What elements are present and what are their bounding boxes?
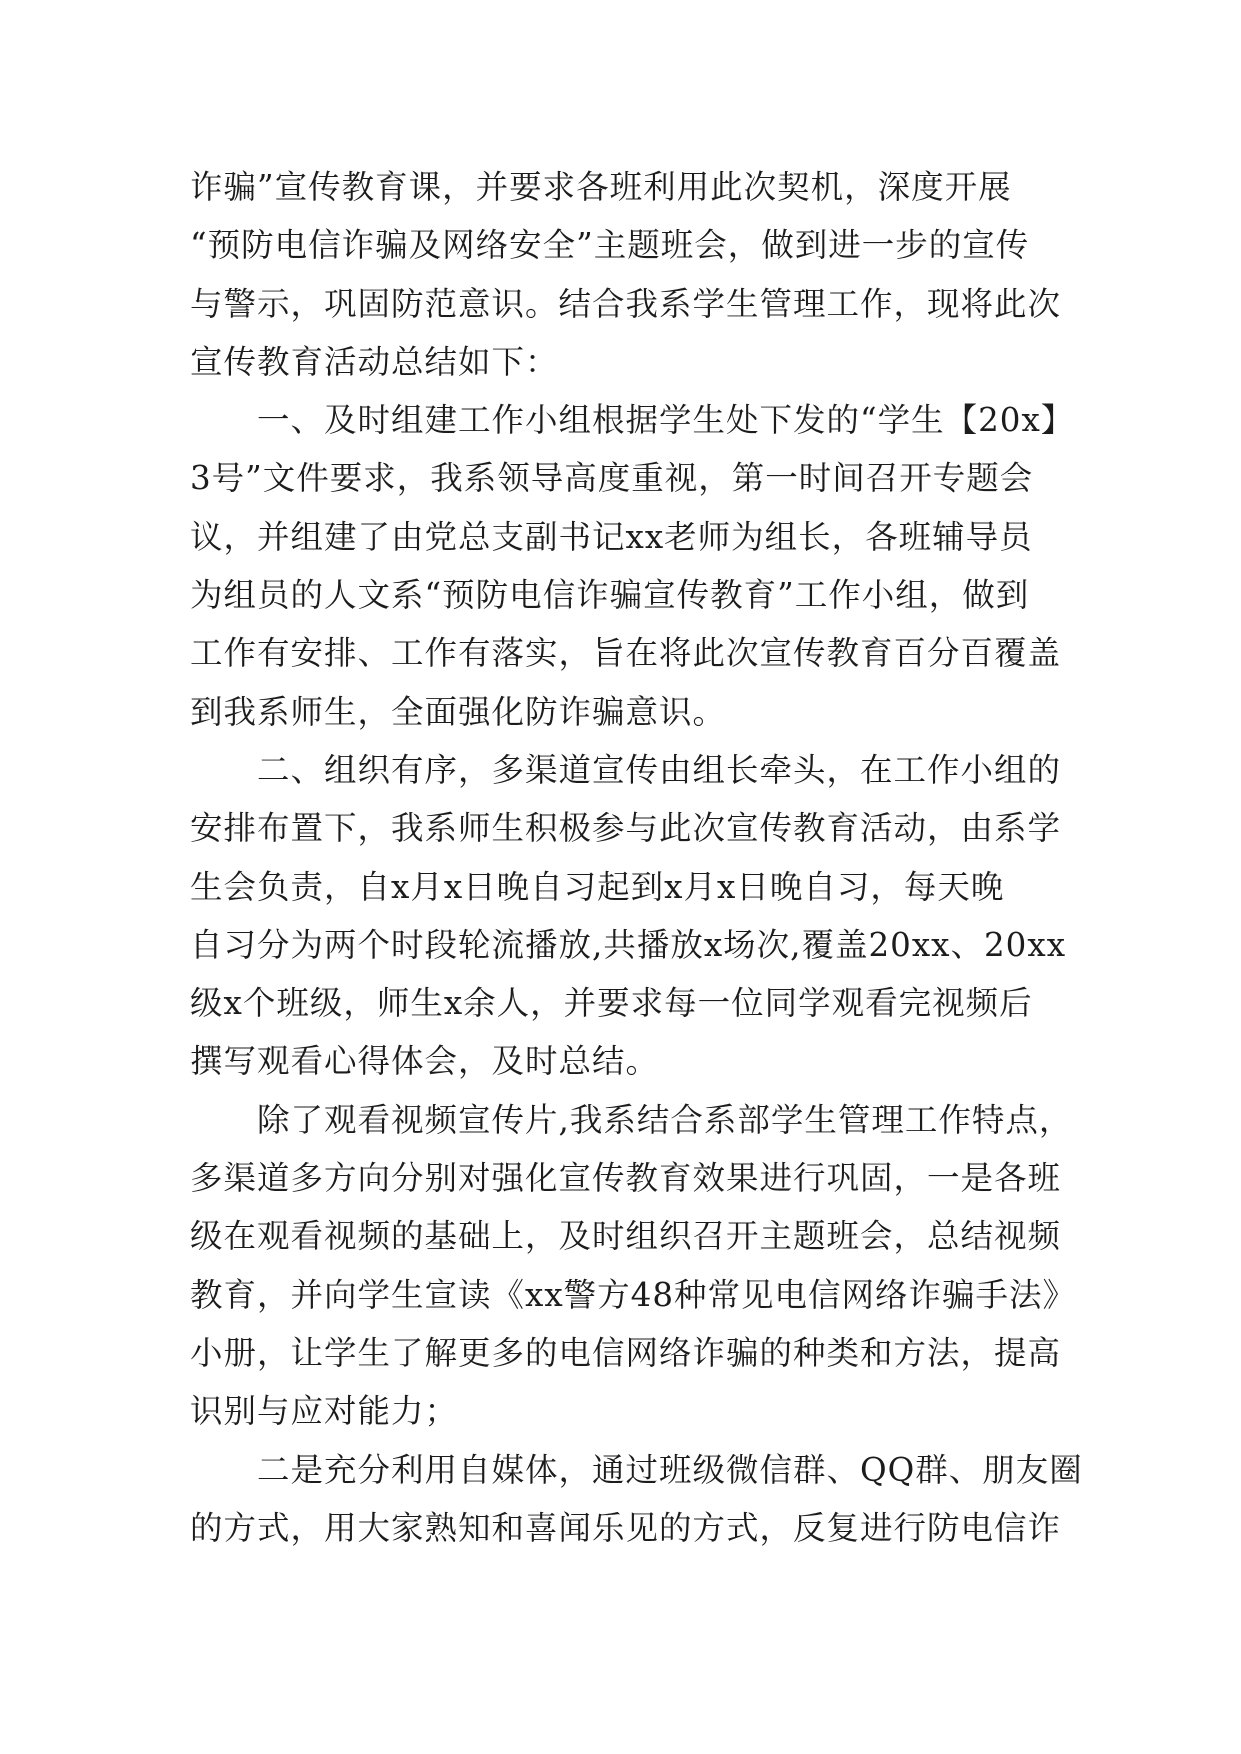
text-line: 二是充分利用自媒体，通过班级微信群、QQ群、朋友圈 [190, 1450, 1083, 1489]
text-line: 小册，让学生了解更多的电信网络诈骗的种类和方法，提高 [190, 1333, 1062, 1372]
text-line: 识别与应对能力； [190, 1392, 459, 1431]
text-line: 二、组织有序，多渠道宣传由组长牵头，在工作小组的 [190, 750, 1062, 789]
text-line: 撰写观看心得体会，及时总结。 [190, 1042, 660, 1081]
text-line: 生会负责，自x月x日晚自习起到x月x日晚自习，每天晚 [190, 867, 1005, 906]
text-line: 到我系师生，全面强化防诈骗意识。 [190, 692, 727, 731]
text-line: 议，并组建了由党总支副书记xx老师为组长，各班辅导员 [190, 517, 1033, 556]
text-line: 诈骗”宣传教育课，并要求各班利用此次契机，深度开展 [190, 168, 1012, 206]
text-line: 为组员的人文系“预防电信诈骗宣传教育”工作小组，做到 [190, 576, 1030, 615]
text-line: 自习分为两个时段轮流播放,共播放x场次,覆盖20xx、20xx [190, 925, 1067, 964]
text-line: 级x个班级，师生x余人，并要求每一位同学观看完视频后 [190, 984, 1033, 1023]
text-line: 工作有安排、工作有落实，旨在将此次宣传教育百分百覆盖 [190, 634, 1062, 673]
text-line: 级在观看视频的基础上，及时组织召开主题班会，总结视频 [190, 1217, 1062, 1256]
text-line: 一、及时组建工作小组根据学生处下发的“学生【20x】 [190, 401, 1075, 440]
text-line: 多渠道多方向分别对强化宣传教育效果进行巩固，一是各班 [190, 1159, 1062, 1198]
text-line: 与警示，巩固防范意识。结合我系学生管理工作，现将此次 [190, 284, 1062, 323]
text-line: 宣传教育活动总结如下： [190, 342, 559, 381]
text-line: 的方式，用大家熟知和喜闻乐见的方式，反复进行防电信诈 [190, 1508, 1062, 1547]
text-line: 教育，并向学生宣读《xx警方48种常见电信网络诈骗手法》 [190, 1275, 1077, 1314]
text-line: 3号”文件要求，我系领导高度重视，第一时间召开专题会 [190, 459, 1034, 498]
text-line: 除了观看视频宣传片,我系结合系部学生管理工作特点， [190, 1100, 1073, 1139]
text-line: 安排布置下，我系师生积极参与此次宣传教育活动，由系学 [190, 809, 1062, 848]
document-body [190, 158, 1083, 1557]
text-line: “预防电信诈骗及网络安全”主题班会，做到进一步的宣传 [190, 226, 1030, 265]
